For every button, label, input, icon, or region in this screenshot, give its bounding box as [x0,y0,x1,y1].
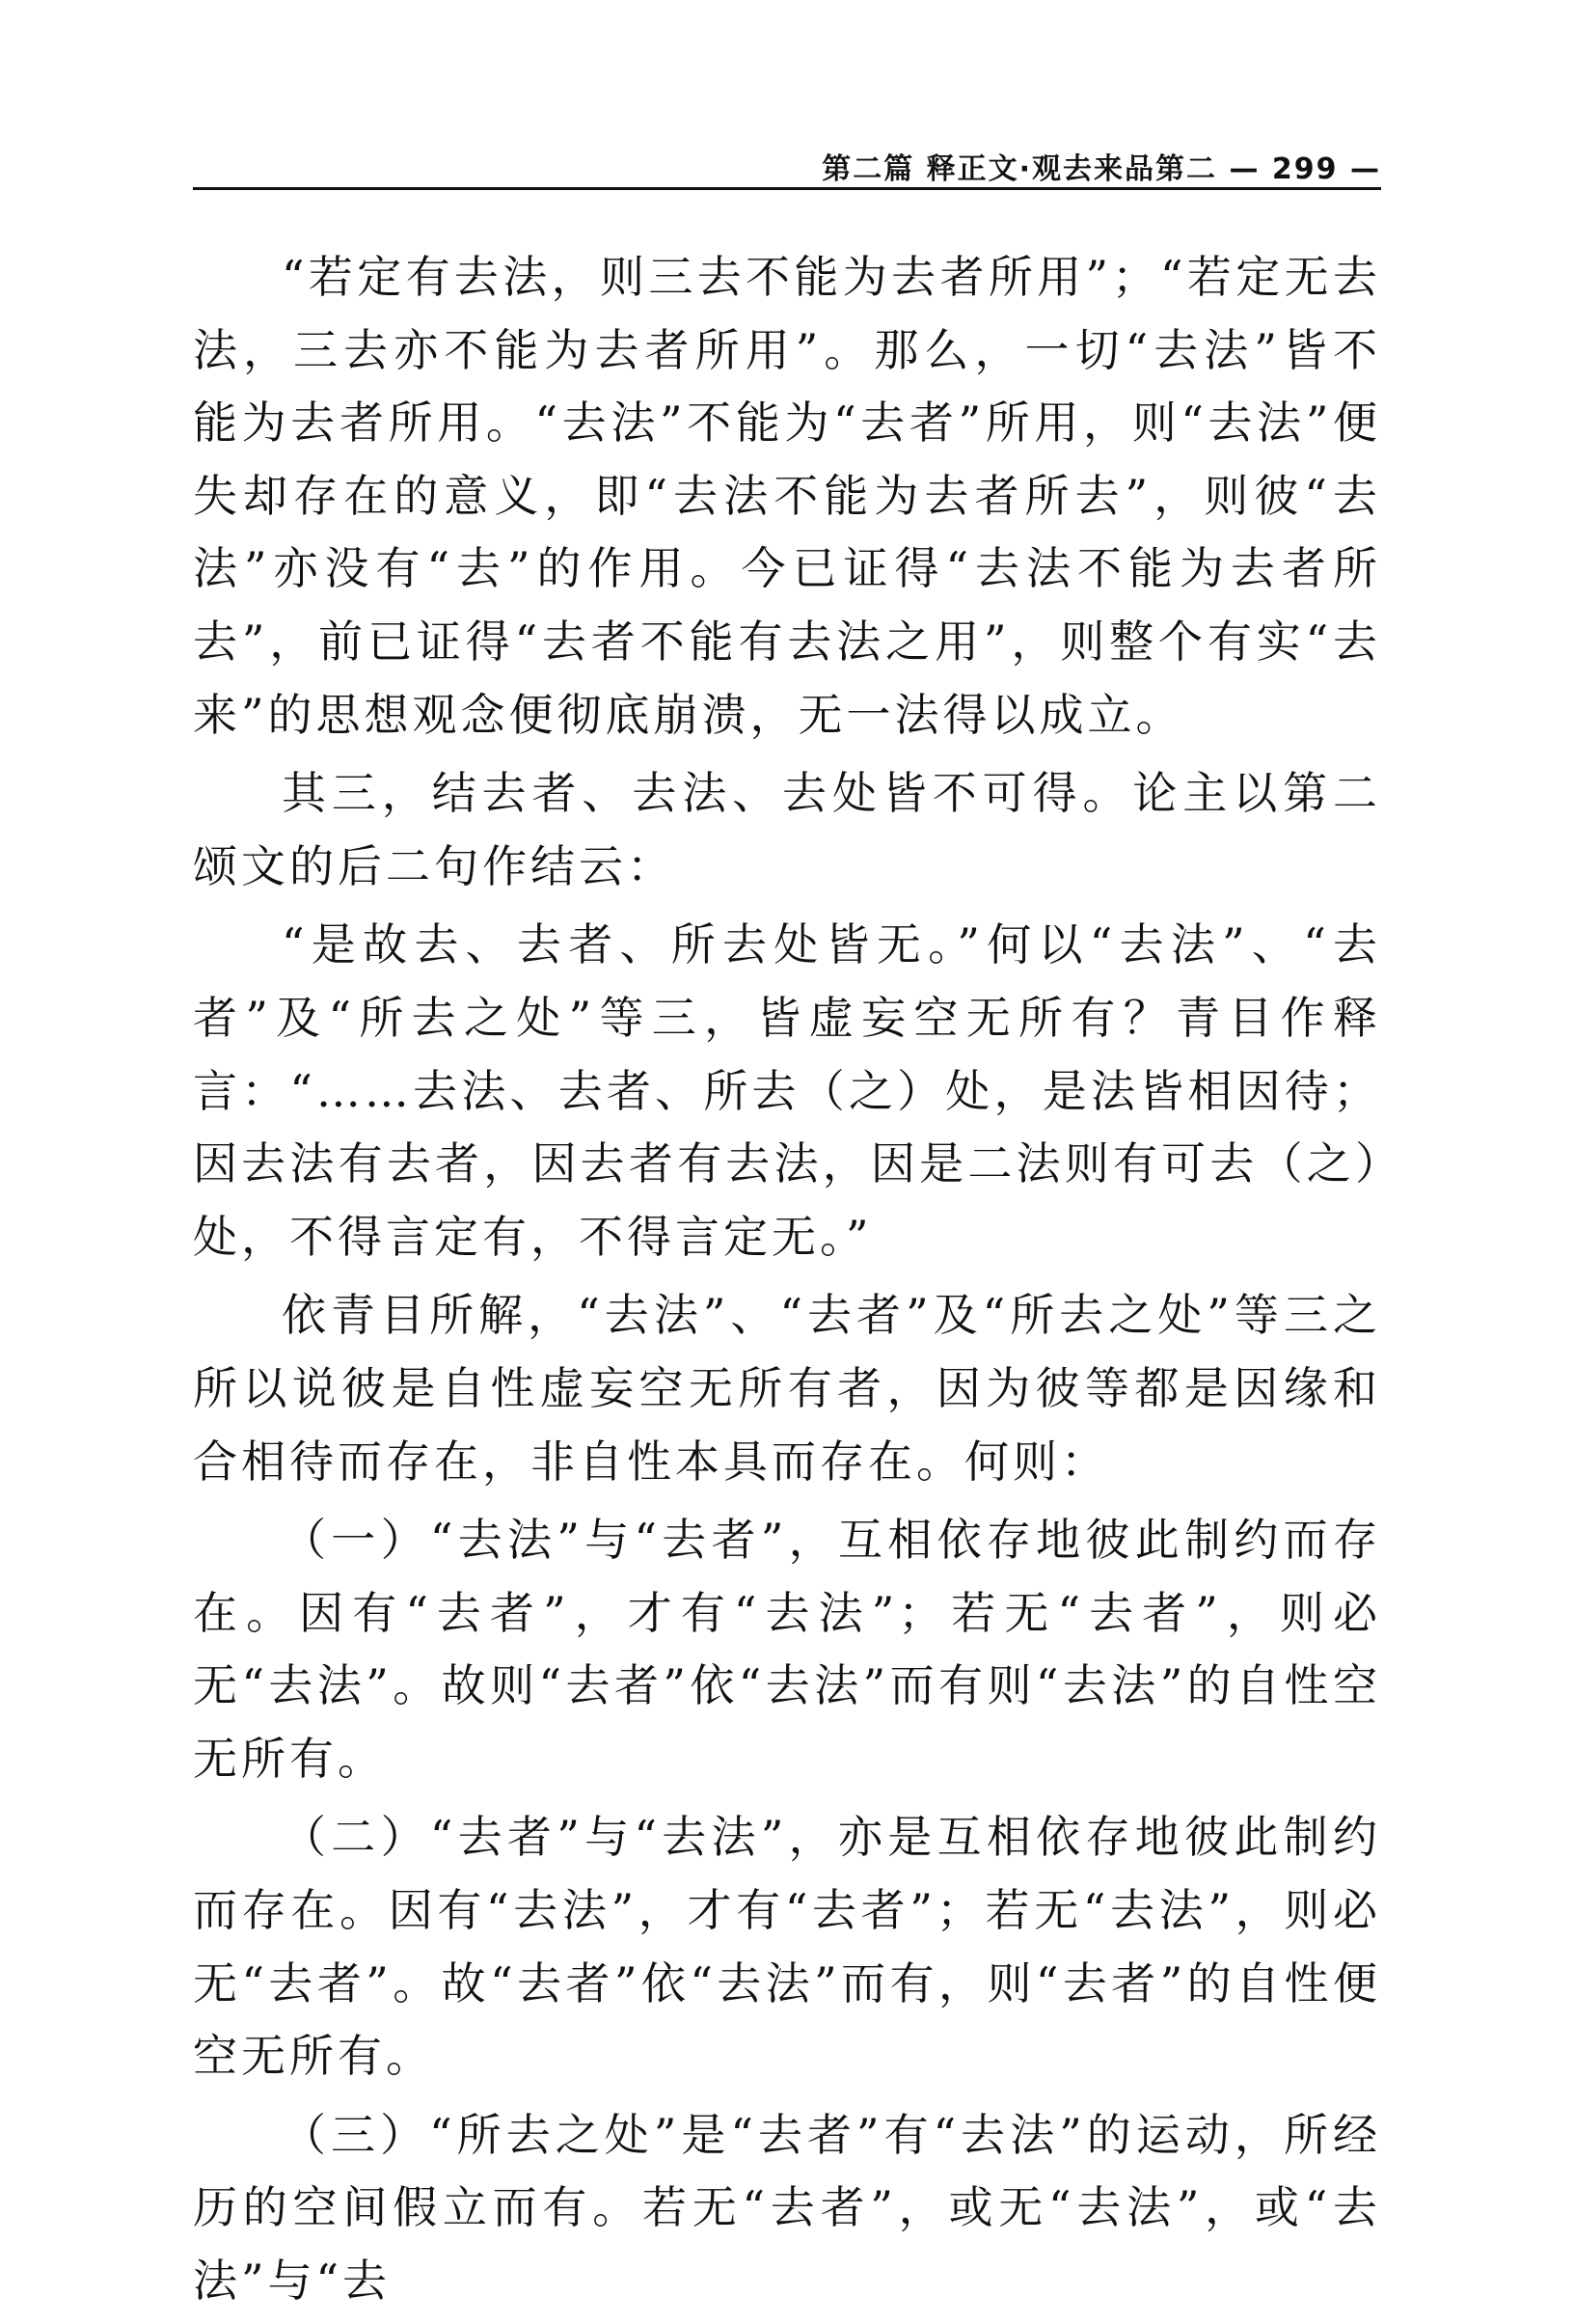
paragraph: （二）“去者”与“去法”，亦是互相依存地彼此制约而存在。因有“去法”，才有“去者”；若无“去法”，则必无“去者”。故“去者”依“去法”而有，则“去者”的自性便空无所有。 [193,1811,1381,2083]
paragraph: “是故去、去者、所去处皆无。”何以“去法”、“去者”及“所去之处”等三，皆虚妄空无所有？青目作释言：“……去法、去者、所去（之）处，是法皆相因待；因去法有去者，因去者有去法，因是二法则有可去（之）处，不得言定有，不得言定无。” [193,918,1381,1263]
paragraph: “若定有去法，则三去不能为去者所用”；“若定无去法，三去亦不能为去者所用”。那么，一切“去法”皆不能为去者所用。“去法”不能为“去者”所用，则“去法”便失却存在的意义，即“去法不能为去者所去”，则彼“去法”亦没有“去”的作用。今已证得“去法不能为去者所去”，前已证得“去者不能有去法之用”，则整个有实“去来”的思想观念便彻底崩溃，无一法得以成立。 [193,251,1381,741]
running-title: 第二篇 释正文·观去来品第二 — 299 — [822,152,1381,186]
paragraph: （一）“去法”与“去者”，互相依存地彼此制约而存在。因有“去者”，才有“去法”；若无“去者”，则必无“去法”。故则“去者”依“去法”而有则“去法”的自性空无所有。 [193,1514,1381,1785]
paragraph: （三）“所去之处”是“去者”有“去法”的运动，所经历的空间假立而有。若无“去者”，或无“去法”，或“去法”与“去 [193,2108,1381,2308]
paragraph: 依青目所解，“去法”、“去者”及“所去之处”等三之所以说彼是自性虚妄空无所有者，因为彼等都是因缘和合相待而存在，非自性本具而存在。何则： [193,1289,1381,1488]
body-text [193,241,1381,2324]
page-header [193,145,1381,190]
paragraph: 其三，结去者、去法、去处皆不可得。论主以第二颂文的后二句作结云： [193,767,1381,892]
